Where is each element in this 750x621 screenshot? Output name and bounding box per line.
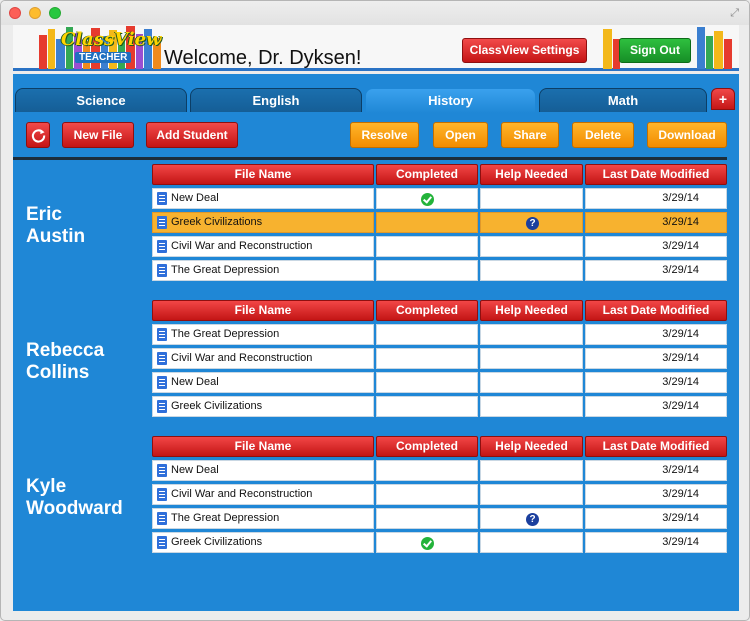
student-name — [26, 476, 123, 520]
help-needed-cell[interactable] — [480, 324, 583, 345]
last-modified-cell[interactable]: 3/29/14 — [585, 508, 727, 529]
file-name-cell[interactable] — [152, 212, 374, 233]
completed-cell[interactable] — [376, 324, 478, 345]
document-icon — [157, 352, 167, 365]
file-name-cell[interactable] — [152, 484, 374, 505]
last-modified-cell[interactable]: 3/29/14 — [585, 188, 727, 209]
completed-header[interactable]: Completed — [376, 164, 478, 185]
completed-cell[interactable] — [376, 348, 478, 369]
question-icon: ? — [526, 513, 539, 526]
last-modified-header[interactable]: Last Date Modified — [585, 436, 727, 457]
help-needed-cell[interactable] — [480, 460, 583, 481]
last-modified-cell[interactable]: 3/29/14 — [585, 396, 727, 417]
help-needed-header[interactable]: Help Needed — [480, 300, 583, 321]
file-name-cell[interactable] — [152, 236, 374, 257]
student-first-name: Rebecca — [26, 340, 105, 361]
completed-header[interactable]: Completed — [376, 300, 478, 321]
student-last-name: Austin — [26, 226, 86, 247]
main-panel — [13, 74, 739, 611]
student-first-name: Kyle — [26, 476, 67, 497]
file-name: The Great Depression — [171, 328, 280, 340]
sign-out-button[interactable]: Sign Out — [619, 38, 691, 63]
help-needed-header[interactable]: Help Needed — [480, 436, 583, 457]
classview-settings-button[interactable]: ClassView Settings — [462, 38, 587, 63]
signout-area — [603, 25, 733, 69]
tab-history[interactable]: History — [365, 88, 536, 113]
file-name-cell[interactable] — [152, 532, 374, 553]
minimize-window-button[interactable] — [29, 7, 41, 19]
last-modified-cell[interactable]: 3/29/14 — [585, 460, 727, 481]
help-needed-cell[interactable] — [480, 532, 583, 553]
completed-cell[interactable] — [376, 484, 478, 505]
tab-english[interactable]: English — [190, 88, 362, 112]
help-needed-header[interactable]: Help Needed — [480, 164, 583, 185]
help-needed-cell[interactable] — [480, 396, 583, 417]
refresh-button[interactable] — [26, 122, 50, 148]
file-name-header[interactable]: File Name — [152, 300, 374, 321]
file-name: The Great Depression — [171, 512, 280, 524]
file-name: The Great Depression — [171, 264, 280, 276]
completed-cell[interactable] — [376, 212, 478, 233]
logo-title: ClassView — [61, 29, 162, 50]
student-name — [26, 340, 104, 384]
completed-cell[interactable] — [376, 372, 478, 393]
file-name-cell[interactable] — [152, 324, 374, 345]
last-modified-cell[interactable]: 3/29/14 — [585, 236, 727, 257]
help-needed-cell[interactable] — [480, 348, 583, 369]
help-needed-cell[interactable] — [480, 484, 583, 505]
completed-cell[interactable] — [376, 260, 478, 281]
help-needed-cell[interactable] — [480, 188, 583, 209]
document-icon — [157, 216, 167, 229]
file-name-cell[interactable] — [152, 260, 374, 281]
help-needed-cell[interactable] — [480, 260, 583, 281]
new-file-button[interactable]: New File — [62, 122, 134, 148]
file-name: New Deal — [171, 464, 219, 476]
document-icon — [157, 464, 167, 477]
file-name: New Deal — [171, 376, 219, 388]
document-icon — [157, 400, 167, 413]
file-name: Civil War and Reconstruction — [171, 352, 313, 364]
welcome-message: Welcome, Dr. Dyksen! — [164, 47, 362, 69]
student-first-name: Eric — [26, 204, 62, 225]
completed-header[interactable]: Completed — [376, 436, 478, 457]
classview-logo — [39, 25, 171, 69]
student-last-name: Collins — [26, 362, 90, 383]
checkmark-icon — [421, 537, 434, 550]
document-icon — [157, 512, 167, 525]
add-tab-button[interactable]: + — [711, 88, 735, 110]
help-needed-cell[interactable] — [480, 236, 583, 257]
document-icon — [157, 376, 167, 389]
document-icon — [157, 536, 167, 549]
last-modified-cell[interactable]: 3/29/14 — [585, 212, 727, 233]
completed-cell[interactable] — [376, 396, 478, 417]
file-name-cell[interactable] — [152, 188, 374, 209]
completed-cell[interactable] — [376, 532, 478, 553]
file-name-cell[interactable] — [152, 396, 374, 417]
last-modified-cell[interactable]: 3/29/14 — [585, 484, 727, 505]
last-modified-cell[interactable]: 3/29/14 — [585, 532, 727, 553]
last-modified-header[interactable]: Last Date Modified — [585, 300, 727, 321]
document-icon — [157, 192, 167, 205]
file-name-header[interactable]: File Name — [152, 436, 374, 457]
resolve-button[interactable]: Resolve — [350, 122, 419, 148]
completed-cell[interactable] — [376, 188, 478, 209]
download-button[interactable]: Download — [647, 122, 727, 148]
last-modified-cell[interactable]: 3/29/14 — [585, 260, 727, 281]
zoom-window-button[interactable] — [49, 7, 61, 19]
file-name-header[interactable]: File Name — [152, 164, 374, 185]
fullscreen-icon[interactable]: ⤢ — [730, 6, 739, 19]
delete-button[interactable]: Delete — [572, 122, 634, 148]
student-name — [26, 204, 85, 248]
completed-cell[interactable] — [376, 236, 478, 257]
close-window-button[interactable] — [9, 7, 21, 19]
open-button[interactable]: Open — [433, 122, 488, 148]
help-needed-cell[interactable] — [480, 212, 583, 233]
title-bar — [1, 1, 749, 25]
tab-science[interactable]: Science — [15, 88, 187, 112]
toolbar-divider — [13, 157, 727, 160]
student-last-name: Woodward — [26, 498, 123, 519]
document-icon — [157, 488, 167, 501]
file-name: Greek Civilizations — [171, 400, 263, 412]
file-name: New Deal — [171, 192, 219, 204]
last-modified-cell[interactable]: 3/29/14 — [585, 324, 727, 345]
tab-math[interactable]: Math — [539, 88, 707, 112]
question-icon: ? — [526, 217, 539, 230]
file-name: Civil War and Reconstruction — [171, 240, 313, 252]
last-modified-cell[interactable]: 3/29/14 — [585, 372, 727, 393]
document-icon — [157, 240, 167, 253]
checkmark-icon — [421, 193, 434, 206]
logo-subtitle: TEACHER — [75, 52, 131, 63]
last-modified-cell[interactable]: 3/29/14 — [585, 348, 727, 369]
last-modified-header[interactable]: Last Date Modified — [585, 164, 727, 185]
file-name: Civil War and Reconstruction — [171, 488, 313, 500]
file-name-cell[interactable] — [152, 460, 374, 481]
help-needed-cell[interactable] — [480, 372, 583, 393]
share-button[interactable]: Share — [501, 122, 559, 148]
add-student-button[interactable]: Add Student — [146, 122, 238, 148]
app-header — [13, 25, 739, 71]
document-icon — [157, 328, 167, 341]
completed-cell[interactable] — [376, 460, 478, 481]
document-icon — [157, 264, 167, 277]
file-name-cell[interactable] — [152, 348, 374, 369]
completed-cell[interactable] — [376, 508, 478, 529]
file-name-cell[interactable] — [152, 508, 374, 529]
file-name: Greek Civilizations — [171, 216, 263, 228]
file-name-cell[interactable] — [152, 372, 374, 393]
refresh-icon — [31, 128, 46, 143]
file-name: Greek Civilizations — [171, 536, 263, 548]
help-needed-cell[interactable] — [480, 508, 583, 529]
